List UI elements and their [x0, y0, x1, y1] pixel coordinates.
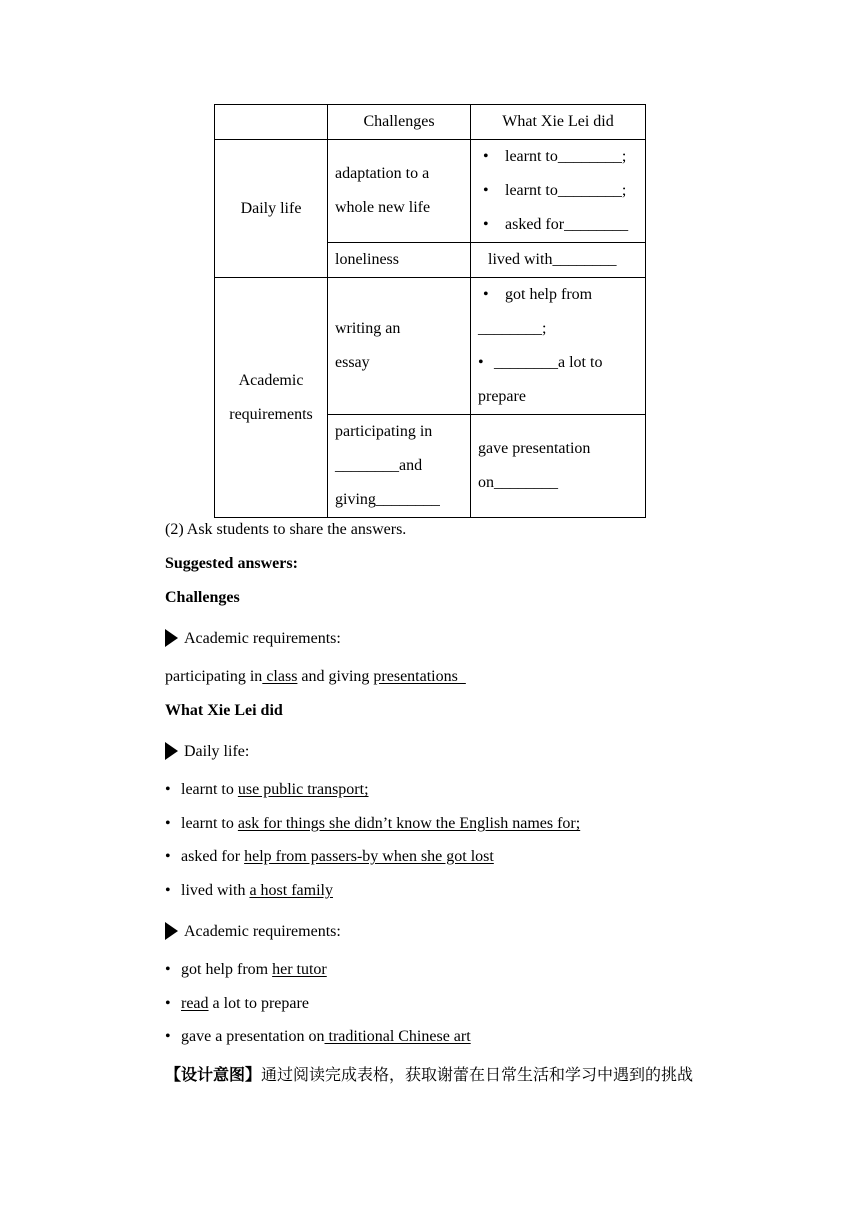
list-item: • asked for help from passers-by when she got lost — [165, 848, 494, 865]
list-item: • learnt to ask for things she didn’t know the English names for; — [165, 815, 581, 832]
row-label-academic: Academic requirements — [215, 278, 328, 518]
what-xie-lei-did-heading: What Xie Lei did — [165, 702, 283, 719]
list-item: • gave a presentation on traditional Chinese art — [165, 1028, 471, 1045]
challenges-table — [214, 104, 646, 518]
table-header-what-did: What Xie Lei did — [471, 105, 646, 140]
list-item: • read a lot to prepare — [165, 995, 309, 1012]
triangle-bullet-icon — [165, 629, 178, 647]
triangle-bullet-icon — [165, 742, 178, 760]
cell-challenge-loneliness: loneliness — [328, 243, 471, 278]
row-label-daily-life: Daily life — [215, 140, 328, 278]
table-header-row — [215, 105, 646, 140]
cell-challenge-essay: writing an essay — [328, 278, 471, 415]
design-intent — [165, 1062, 693, 1085]
cell-challenge-participation: participating in ________and giving________ — [328, 415, 471, 518]
academic-requirements-label: Academic requirements: — [165, 629, 341, 648]
table-header-challenges: Challenges — [328, 105, 471, 140]
answer-participation: participating in class and giving presentations — [165, 668, 466, 685]
table-row — [215, 278, 646, 415]
design-intent-label: 【设计意图】 — [165, 1065, 262, 1084]
cell-did-essay: • got help from ________; • ________a lot to prepare — [471, 278, 646, 415]
list-item: • learnt to use public transport; — [165, 781, 369, 798]
academic-requirements-label-2: Academic requirements: — [165, 922, 341, 941]
list-item: • got help from her tutor — [165, 961, 327, 978]
challenges-heading: Challenges — [165, 589, 240, 606]
cell-challenge-adaptation: adaptation to a whole new life — [328, 140, 471, 243]
design-intent-text: 通过阅读完成表格，获取谢蕾在日常生活和学习中遇到的挑战 — [261, 1065, 694, 1084]
table-row — [215, 140, 646, 243]
daily-life-label: Daily life: — [165, 742, 249, 761]
list-item: • lived with a host family — [165, 882, 333, 899]
cell-did-participation: gave presentation on________ — [471, 415, 646, 518]
cell-did-loneliness: lived with________ — [471, 243, 646, 278]
table-header-empty — [215, 105, 328, 140]
instruction-text: (2) Ask students to share the answers. — [165, 521, 407, 538]
triangle-bullet-icon — [165, 922, 178, 940]
cell-did-adaptation: • learnt to________; • learnt to________; • asked for________ — [471, 140, 646, 243]
suggested-answers-heading: Suggested answers: — [165, 555, 298, 572]
